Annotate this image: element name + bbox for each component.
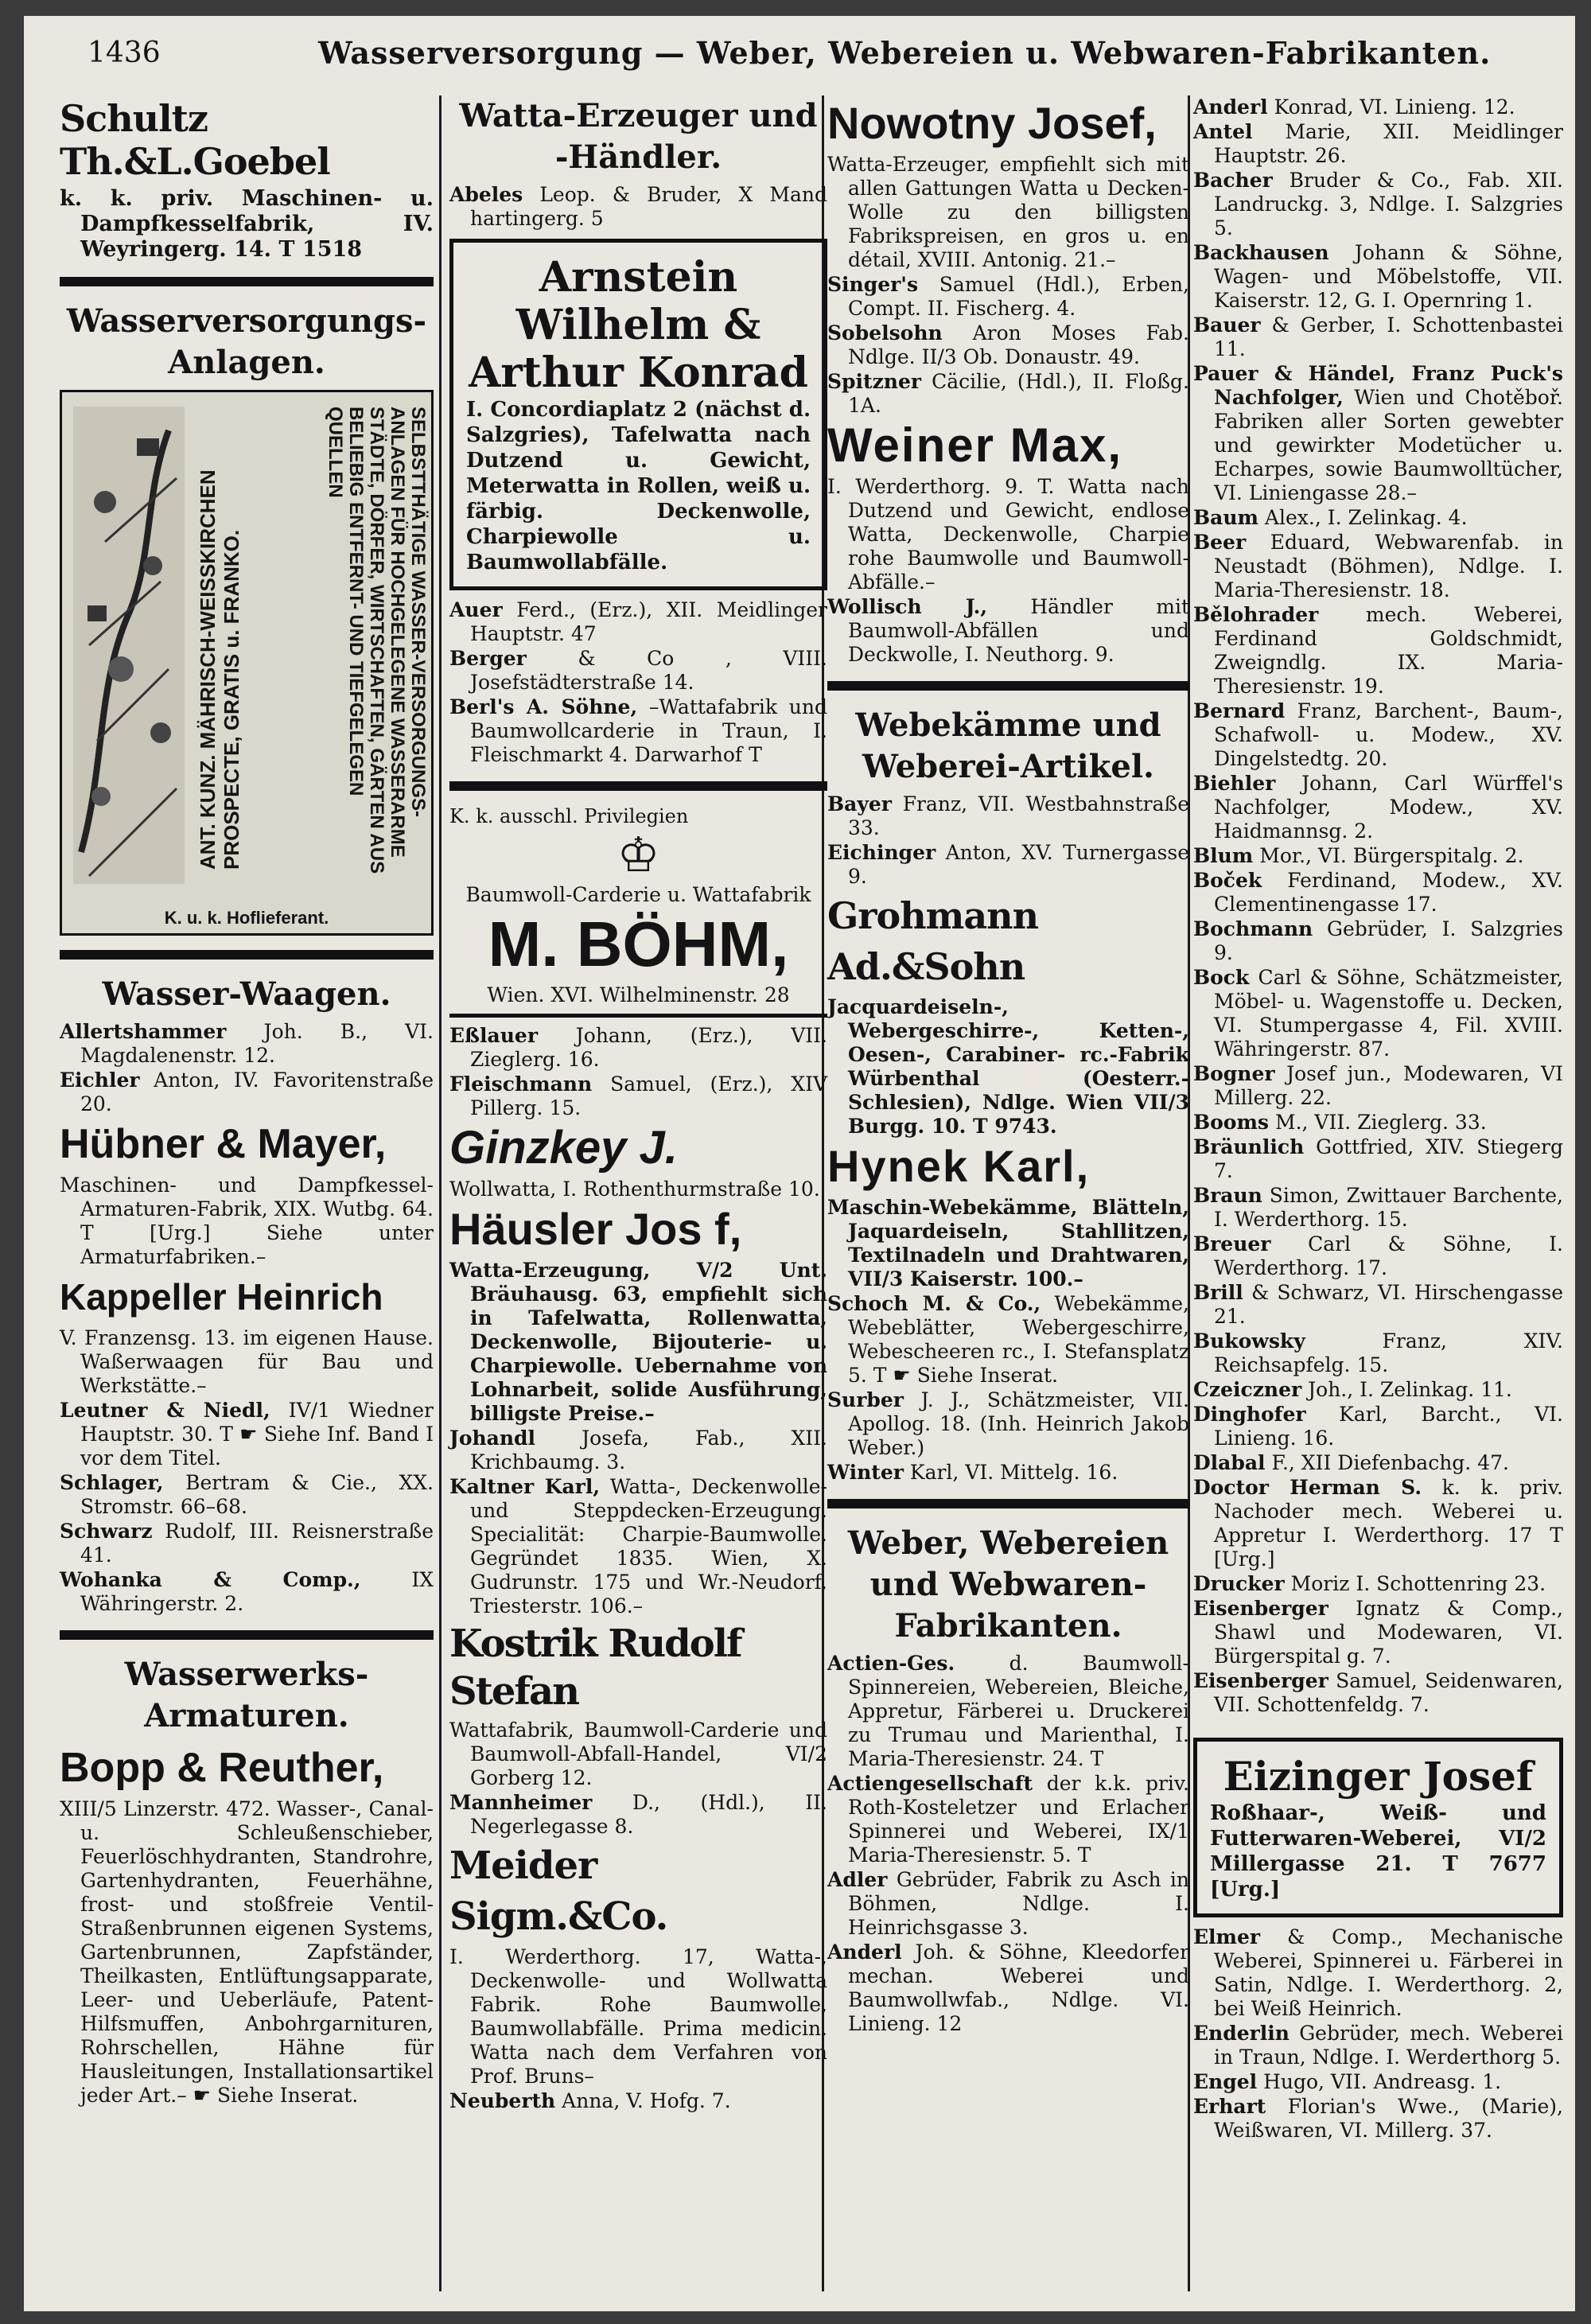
page-number: 1436 bbox=[88, 37, 161, 69]
ad-eizinger-body: Roßhaar-, Weiß- und Futterwaren-Weberei, VI/2 Millergasse 21. T 7677 [Urg.] bbox=[1210, 1801, 1546, 1902]
listing-entry: Bock Carl & Söhne, Schätzmeister, Möbel- u. Wagenstoffe u. Decken, VI. Stumpergasse 4, Fil. XVIII. Währingerstr. 87. bbox=[1193, 966, 1563, 1061]
listing-entry: Beer Eduard, Webwarenfab. in Neustadt (Böhmen), Ndlge. I. Maria-Theresienstr. 18. bbox=[1193, 531, 1563, 601]
ad-weiner-name: Weiner Max, bbox=[827, 418, 1123, 472]
listing-entry: Schlager, Bertram & Cie., XX. Stromstr. 66–68. bbox=[60, 1471, 434, 1518]
listing-entry: Czeiczner Joh., I. Zelinkag. 11. bbox=[1193, 1378, 1512, 1401]
ad-huebner-body: Maschinen- und Dampfkessel-Armaturen-Fabrik, XIX. Wutbg. 64. T [Urg.] Siehe unter Armaturfabriken.– bbox=[60, 1174, 434, 1268]
ad-kappeller-name: Kappeller Heinrich bbox=[60, 1276, 383, 1318]
listing-entry: Engel Hugo, VII. Andreasg. 1. bbox=[1193, 2070, 1502, 2093]
listing-entry: Bukowsky Franz, XIV. Reichsapfelg. 15. bbox=[1193, 1329, 1563, 1376]
ad-nowotny-name: Nowotny Josef, bbox=[827, 98, 1157, 148]
landscape-illustration bbox=[73, 407, 185, 884]
ad-ginzkey-name: Ginzkey J. bbox=[449, 1122, 678, 1174]
listing-entry: Wollisch J., Händler mit Baumwoll-Abfällen und Deckwolle, I. Neuthorg. 9. bbox=[827, 595, 1189, 666]
section-heading: Wasserversorgungs-Anlagen. bbox=[66, 302, 427, 381]
listing-entry: Bräunlich Gottfried, XIV. Stiegerg 7. bbox=[1193, 1135, 1563, 1182]
ad-haeusler-body: Watta-Erzeugung, V/2 Unt. Bräuhausg. 63, empfiehlt sich in Tafelwatta, Rollenwatta, Deckenwolle, Bijouterie- u. Charpiewolle. Uebernahme von Lohnarbeit, solide Ausführung, billigste Preise.– bbox=[449, 1259, 827, 1425]
listing-entry: Drucker Moriz I. Schottenring 23. bbox=[1193, 1572, 1546, 1595]
ad-bopp-name: Bopp & Reuther, bbox=[60, 1745, 384, 1791]
listing-entry: Bayer Franz, VII. Westbahnstraße 33. bbox=[827, 792, 1190, 839]
listing-entry: Kaltner Karl, Watta-, Deckenwolle- und Steppdecken-Erzeugung. Specialität: Charpie-Baumwolle. Gegründet 1835. Wien, X. Gudrunstr. 175 und Wr.-Neudorf, Triesterstr. 106.– bbox=[449, 1475, 828, 1617]
ad-schultz-body: k. k. priv. Maschinen- u. Dampfkesselfabrik, IV. Weyringerg. 14. T 1518 bbox=[60, 186, 434, 262]
ad-eizinger-title: Eizinger Josef bbox=[1223, 1753, 1534, 1800]
listing-entry: Neuberth Anna, V. Hofg. 7. bbox=[449, 2089, 731, 2112]
listing-entry: Adler Gebrüder, Fabrik zu Asch in Böhmen, Ndlge. I. Heinrichsgasse 3. bbox=[827, 1868, 1189, 1939]
listing-entry: Allertshammer Joh. B., VI. Magdalenenstr. 12. bbox=[60, 1020, 434, 1067]
listing-entry: Bernard Franz, Barchent-, Baum-, Schafwoll- u. Modew., XV. Dingelstedtg. 20. bbox=[1193, 699, 1563, 770]
listing-entry: Abeles Leop. & Bruder, X Mand hartingerg. 5 bbox=[449, 183, 827, 230]
page-header bbox=[64, 29, 1559, 76]
ad-hynek-body: Maschin-Webekämme, Blätteln, Jaquardeiseln, Stahllitzen, Textilnadeln und Drahtwaren, VII/3 Kaiserstr. 100.– bbox=[827, 1196, 1189, 1290]
listing-entry: Doctor Herman S. k. k. priv. Nachoder mech. Weberei u. Appretur I. Werderthorg. 17 T [Urg.] bbox=[1193, 1476, 1563, 1571]
ad-kunz bbox=[60, 390, 434, 936]
listing-entry: Auer Ferd., (Erz.), XII. Meidlinger Hauptstr. 47 bbox=[449, 598, 827, 645]
ad-kappeller-body: V. Franzensg. 13. im eigenen Hause. Waßerwaagen für Bau und Werkstätte.– bbox=[60, 1326, 434, 1397]
section-heading: Webekämme und Weberei-Artikel. bbox=[855, 707, 1161, 785]
ad-boehm-top: K. k. ausschl. Privilegien bbox=[449, 805, 689, 827]
listing-entry: Mannheimer D., (Hdl.), II. Negerlegasse 8. bbox=[449, 1791, 828, 1838]
ad-eizinger bbox=[1193, 1738, 1563, 1917]
ad-arnstein-body: I. Concordiaplatz 2 (nächst d. Salzgries), Tafelwatta nach Dutzend u. Gewicht, Meterwatta in Rollen, weiß u. färbig. Deckenwolle, Charpiewolle u. Baumwollabfälle. bbox=[466, 398, 811, 574]
listing-entry: Eßlauer Johann, (Erz.), VII. Zieglerg. 16. bbox=[449, 1024, 827, 1071]
listing-entry: Singer's Samuel (Hdl.), Erben, Compt. II. Fischerg. 4. bbox=[827, 273, 1189, 320]
listing-entry: Sobelsohn Aron Moses Fab. Ndlge. II/3 Ob. Donaustr. 49. bbox=[827, 321, 1189, 368]
ad-meider-body: I. Werderthorg. 17, Watta-, Deckenwolle- und Wollwatta Fabrik. Rohe Baumwolle, Baumwollabfälle. Prima medicin. Watta nach dem Verfahren von Prof. Bruns– bbox=[449, 1945, 827, 2088]
ad-boehm-addr: Wien. XVI. Wilhelminenstr. 28 bbox=[487, 983, 790, 1006]
ad-weiner-body: I. Werderthorg. 9. T. Watta nach Dutzend und Gewicht, endlose Watta, Deckenwolle, Charpie rohe Baumwolle und Baumwoll-Abfälle.– bbox=[827, 475, 1189, 594]
listing-entry: Eisenberger Ignatz & Comp., Shawl und Modewaren, VI. Bürgerspital g. 7. bbox=[1193, 1597, 1563, 1668]
ad-kostrik-body: Wattafabrik, Baumwoll-Carderie und Baumwoll-Abfall-Handel, VI/2 Gorberg 12. bbox=[449, 1719, 827, 1789]
listing-entry: Wohanka & Comp., IX Währingerstr. 2. bbox=[60, 1568, 434, 1615]
ad-ginzkey-body: Wollwatta, I. Rothenthurmstraße 10. bbox=[449, 1178, 820, 1201]
section-heading: Wasserwerks-Armaturen. bbox=[124, 1656, 369, 1734]
listing-entry: Booms M., VII. Zieglerg. 33. bbox=[1193, 1111, 1487, 1134]
ad-haeusler-name: Häusler Jos f, bbox=[449, 1204, 742, 1254]
listing-entry: Actien-Ges. d. Baumwoll-Spinnereien, Webereien, Bleiche, Appretur, Färberei u. Druckerei zu Trumau und Marienthal, I. Maria-Theresienstr. 24. T bbox=[827, 1652, 1190, 1770]
listing-entry: Antel Marie, XII. Meidlinger Hauptstr. 26. bbox=[1193, 120, 1563, 167]
listing-entry: Erhart Florian's Wwe., (Marie), Weißwaren, VI. Millerg. 37. bbox=[1193, 2095, 1564, 2142]
column-4 bbox=[1193, 95, 1563, 2143]
column-2 bbox=[449, 95, 827, 2114]
listing-entry: Winter Karl, VI. Mittelg. 16. bbox=[827, 1461, 1118, 1484]
listing-entry: Bauer & Gerber, I. Schottenbastei 11. bbox=[1193, 313, 1563, 360]
listing-entry: Fleischmann Samuel, (Erz.), XIV Pillerg. 15. bbox=[449, 1072, 828, 1119]
listing-entry: Dlabal F., XII Diefenbachg. 47. bbox=[1193, 1451, 1509, 1474]
ad-kunz-company: ANT. KUNZ. MÄHRISCH-WEISSKIRCHEN PROSPECTE, GRATIS u. FRANKO. bbox=[196, 469, 243, 870]
listing-entry: Brill & Schwarz, VI. Hirschengasse 21. bbox=[1193, 1281, 1563, 1328]
listing-entry: Boček Ferdinand, Modew., XV. Clementinengasse 17. bbox=[1193, 869, 1563, 916]
listing-entry: Leutner & Niedl, IV/1 Wiedner Hauptstr. 30. T ☛ Siehe Inf. Band I vor dem Titel. bbox=[60, 1399, 434, 1470]
ad-boehm-sub: Baumwoll-Carderie u. Wattafabrik bbox=[465, 883, 811, 906]
section-rule bbox=[449, 1014, 827, 1018]
ad-bopp-body: XIII/5 Linzerstr. 472. Wasser-, Canal- u. Schleußenschieber, Feuerlöschhydranten, Standrohre, Gartenhydranten, Feuerhähne, frost- und stoßfreie Ventil-Straßenbrunnen eigenen Systems, Gartenbrunnen, Zapfständer, Theilkasten, Entlüftungsapparate, Leer- und Ueberläufe, Patent-Hilfsmuffen, Anbohrgarnituren, Rohrschellen, Hähne für Hausleitungen, Installationsartikel jeder Art.– ☛ Siehe Inserat. bbox=[60, 1797, 434, 2107]
listing-entry: Eichler Anton, IV. Favoritenstraße 20. bbox=[60, 1069, 434, 1115]
ad-grohmann-name: Grohmann Ad.&Sohn bbox=[827, 894, 1039, 988]
section-rule bbox=[827, 681, 1189, 691]
listing-entry: Biehler Johann, Carl Würffel's Nachfolger, Modew., XV. Haidmannsg. 2. bbox=[1193, 772, 1564, 843]
listing-entry: Elmer & Comp., Mechanische Weberei, Spinnerei u. Färberei in Satin, Ndlge. I. Werderthorg. 2, bei Weiß Heinrich. bbox=[1193, 1925, 1564, 2020]
listing-entry: Bacher Bruder & Co., Fab. XII. Landruckg. 3, Ndlge. I. Salzgries 5. bbox=[1193, 169, 1563, 239]
ad-boehm-name: M. BÖHM, bbox=[488, 909, 789, 979]
listing-entry: Schwarz Rudolf, III. Reisnerstraße 41. bbox=[60, 1520, 434, 1567]
ad-schultz-name: Schultz Th.&L.Goebel bbox=[60, 97, 330, 183]
ad-arnstein-title: Arnstein Wilhelm & Arthur Konrad bbox=[469, 253, 808, 397]
ad-grohmann-body: Jacquardeiseln-, Webergeschirre-, Ketten-, Oesen-, Carabiner- rc.-Fabrik Würbenthal (Oesterr.-Schlesien), Ndlge. Wien VII/3 Burgg. 10. T 9743. bbox=[827, 995, 1189, 1138]
listing-entry: Eichinger Anton, XV. Turnergasse 9. bbox=[827, 841, 1190, 888]
section-heading: Weber, Webereien und Webwaren-Fabrikanten. bbox=[847, 1524, 1169, 1645]
listing-entry: Breuer Carl & Söhne, I. Werderthorg. 17. bbox=[1193, 1232, 1563, 1279]
listing-entry: Anderl Konrad, VI. Linieng. 12. bbox=[1193, 95, 1515, 119]
listing-entry: Enderlin Gebrüder, mech. Weberei in Traun, Ndlge. I. Werderthorg 5. bbox=[1193, 2022, 1563, 2069]
column-1 bbox=[60, 95, 434, 2108]
ad-meider-name: Meider Sigm.&Co. bbox=[449, 1843, 668, 1939]
section-rule bbox=[60, 950, 434, 960]
section-rule bbox=[449, 781, 827, 791]
listing-entry: Dinghofer Karl, Barcht., VI. Linieng. 16. bbox=[1193, 1403, 1564, 1450]
listing-entry: Baum Alex., I. Zelinkag. 4. bbox=[1193, 506, 1468, 529]
ad-nowotny-body: Watta-Erzeuger, empfiehlt sich mit allen Gattungen Watta u Decken-Wolle zu den billigsten Fabrikspreisen, en gros u. en détail, XVIII. Antonig. 21.– bbox=[827, 153, 1189, 271]
listing-entry: Bogner Josef jun., Modewaren, VI Millerg. 22. bbox=[1193, 1062, 1563, 1109]
section-rule bbox=[60, 277, 434, 286]
eagle-crest-icon: ♔ bbox=[617, 827, 660, 883]
listing-entry: Spitzner Cäcilie, (Hdl.), II. Floßg. 1A. bbox=[827, 370, 1190, 417]
listing-entry: Johandl Josefa, Fab., XII. Krichbaumg. 3. bbox=[449, 1427, 827, 1473]
ad-huebner-name: Hübner & Mayer, bbox=[60, 1121, 387, 1167]
ad-kunz-tagline: SELBSTTHÄTIGE WASSER-VERSORGUNGS-ANLAGEN FÜR HOCHGELEGENE WASSERARME STÄDTE, DÖRFER, WIRTSCHAFTEN, GÄRTEN AUS BELIEBIG ENTFERNT- UND TIEFGELEGEN QUELLEN bbox=[325, 407, 429, 874]
column-rule bbox=[439, 95, 442, 2291]
listing-entry: Pauer & Händel, Franz Puck's Nachfolger, Wien und Chotěboř. Fabriken aller Sorten gewebter und gewirkter Modetücher u. Echarpes, sowie Baumwolltücher, VI. Liniengasse 28.– bbox=[1193, 362, 1563, 504]
listing-entry: Schoch M. & Co., Webekämme, Webeblätter, Webergeschirre, Webescheeren rc., I. Stefansplatz 5. T ☛ Siehe Inserat. bbox=[827, 1292, 1189, 1387]
section-rule bbox=[60, 1630, 434, 1640]
section-heading: Wasser-Waagen. bbox=[102, 975, 391, 1013]
ad-hynek-name: Hynek Karl, bbox=[827, 1141, 1091, 1191]
listing-entry: Bělohrader mech. Weberei, Ferdinand Goldschmidt, Zweigndlg. IX. Maria-Theresienstr. 19. bbox=[1193, 603, 1564, 698]
section-heading: Watta-Erzeuger und -Händler. bbox=[459, 97, 818, 176]
listing-entry: Bochmann Gebrüder, I. Salzgries 9. bbox=[1193, 917, 1563, 964]
section-rule bbox=[827, 1499, 1189, 1508]
column-3 bbox=[827, 95, 1189, 2037]
listing-entry: Surber J. J., Schätzmeister, VII. Apollog. 18. (Inh. Heinrich Jakob Weber.) bbox=[827, 1388, 1189, 1459]
listing-entry: Blum Mor., VI. Bürgerspitalg. 2. bbox=[1193, 844, 1524, 867]
listing-entry: Berger & Co , VIII. Josefstädterstraße 14. bbox=[449, 647, 827, 694]
ad-kunz-footer: K. u. k. Hoflieferant. bbox=[164, 908, 329, 928]
ad-kostrik-name: Kostrik Rudolf Stefan bbox=[449, 1621, 741, 1714]
listing-entry: Backhausen Johann & Söhne, Wagen- und Möbelstoffe, VII. Kaiserstr. 12, G. I. Opernring 1. bbox=[1193, 241, 1563, 312]
listing-entry: Berl's A. Söhne, –Wattafabrik und Baumwollcarderie in Traun, I. Fleischmarkt 4. Darwarhof T bbox=[449, 695, 827, 766]
listing-entry: Braun Simon, Zwittauer Barchente, I. Werderthorg. 15. bbox=[1193, 1184, 1563, 1231]
listing-entry: Actiengesellschaft der k.k. priv. Roth-Kosteletzer und Erlacher Spinnerei und Weberei, IX/1 Maria-Theresienstr. 5. T bbox=[827, 1772, 1189, 1867]
running-title: Wasserversorgung — Weber, Webereien u. Webwaren-Fabrikanten. bbox=[318, 35, 1492, 71]
ad-arnstein bbox=[449, 239, 827, 590]
listing-entry: Eisenberger Samuel, Seidenwaren, VII. Schottenfeldg. 7. bbox=[1193, 1669, 1563, 1716]
directory-page bbox=[24, 16, 1575, 2311]
listing-entry: Anderl Joh. & Söhne, Kleedorfer mechan. Weberei und Baumwollwfab., Ndlge. VI. Linieng. 12 bbox=[827, 1941, 1189, 2035]
